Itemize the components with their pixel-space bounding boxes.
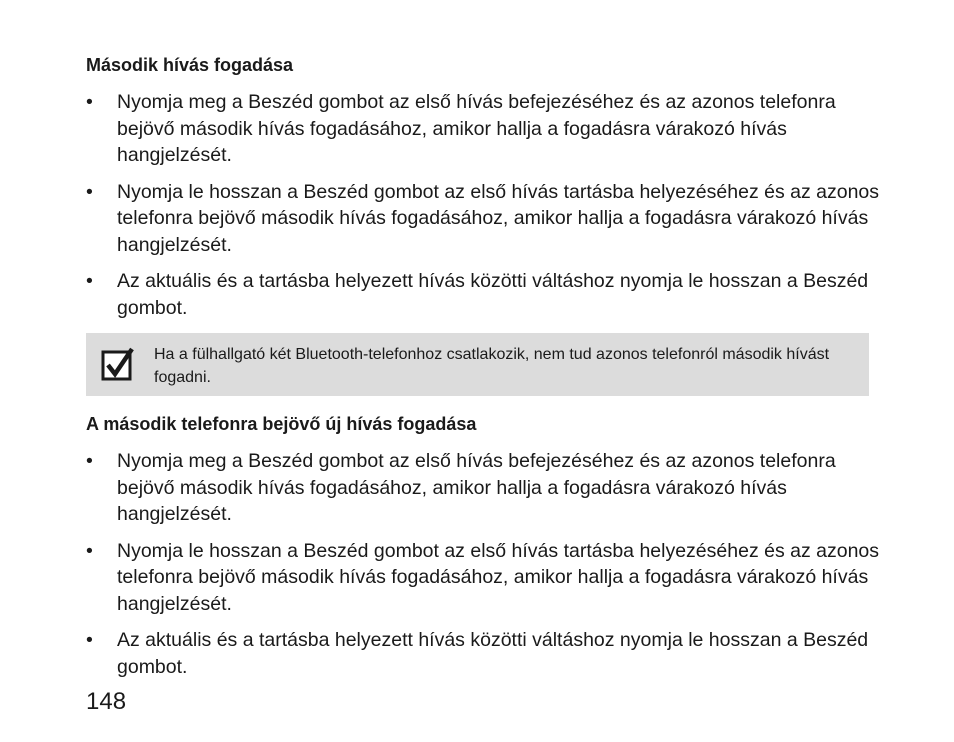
checkbox-check-icon: [101, 347, 135, 381]
list-item: [86, 179, 886, 259]
page-number: 148: [86, 688, 127, 715]
bullet-list-new-call: [86, 448, 886, 680]
bullet-mark: •: [86, 180, 93, 203]
bullet-mark: •: [86, 91, 93, 113]
note-text: Ha a fülhallgató két Bluetooth-telefonhoz csatlakozik, nem tud azonos telefonról második hívást fogadni.: [154, 346, 830, 386]
bullet-list-second-call: [86, 89, 886, 321]
bullet-mark: •: [86, 629, 93, 651]
note-box: [86, 333, 869, 396]
list-item-text: Nyomja le hosszan a Beszéd gombot az első hívás tartásba helyezéséhez és az azonos telefonra bejövő második hívás fogadásához, amikor hallja a fogadásra várakozó hívás hangjelzését.: [117, 180, 880, 256]
list-item: [86, 538, 886, 618]
list-item: [86, 268, 886, 321]
list-item-text: Az aktuális és a tartásba helyezett hívás közötti váltáshoz nyomja le hosszan a Beszéd gombot.: [117, 629, 869, 678]
list-item-text: Nyomja meg a Beszéd gombot az első hívás befejezéséhez és az azonos telefonra bejövő második hívás fogadásához, amikor hallja a fogadásra várakozó hívás hangjelzését.: [117, 450, 836, 525]
list-item-text: Az aktuális és a tartásba helyezett hívás közötti váltáshoz nyomja le hosszan a Beszéd gombot.: [117, 270, 869, 319]
bullet-mark: •: [86, 450, 93, 472]
list-item: [86, 448, 886, 528]
bullet-mark: •: [86, 270, 93, 292]
bullet-mark: •: [86, 539, 93, 562]
section-heading-new-call: A második telefonra bejövő új hívás fogadása: [86, 414, 477, 434]
list-item: [86, 89, 886, 169]
list-item-text: Nyomja meg a Beszéd gombot az első hívás befejezéséhez és az azonos telefonra bejövő második hívás fogadásához, amikor hallja a fogadásra várakozó hívás hangjelzését.: [117, 91, 836, 166]
list-item: [86, 627, 886, 680]
list-item-text: Nyomja le hosszan a Beszéd gombot az első hívás tartásba helyezéséhez és az azonos telefonra bejövő második hívás fogadásához, amikor hallja a fogadásra várakozó hívás hangjelzését.: [117, 539, 880, 615]
section-heading-second-call: Második hívás fogadása: [86, 55, 294, 75]
